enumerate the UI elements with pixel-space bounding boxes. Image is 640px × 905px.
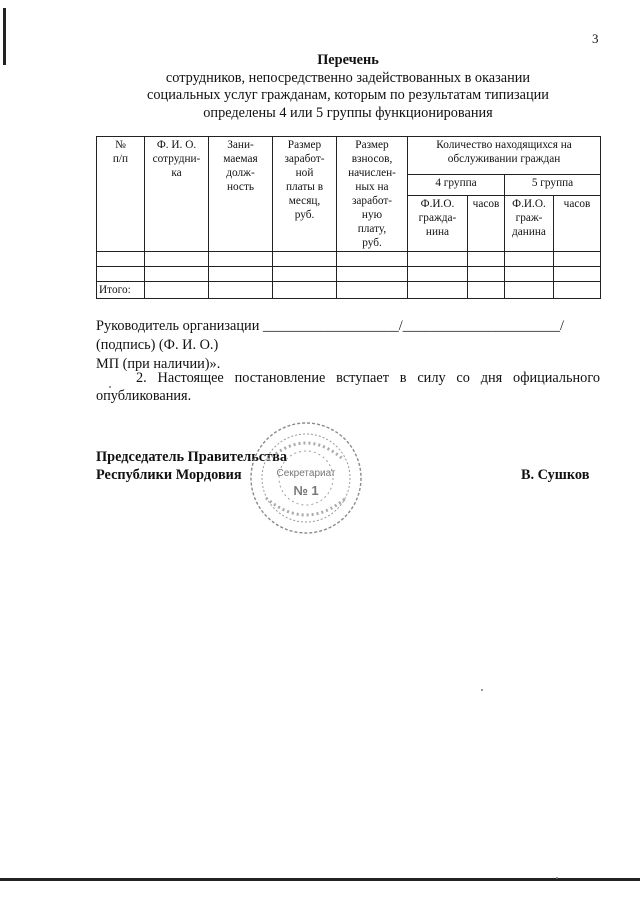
group-5-header: 5 группа xyxy=(505,175,601,196)
scan-edge-bottom xyxy=(0,878,640,881)
heading-line-1: сотрудников, непосредственно задействованных в оказании xyxy=(165,69,531,86)
col-employee-name-header: Ф. И. О. сотрудни- ка xyxy=(145,137,209,252)
heading-line-2: социальных услуг гражданам, которым по результатам типизации xyxy=(147,87,549,103)
scan-edge-left xyxy=(3,8,6,65)
group-5-citizen-name-header: Ф.И.О. граж- данина xyxy=(505,196,554,252)
signature-line-manager: Руководитель организации ___________________/______________________/ xyxy=(96,318,564,334)
page-number: 3 xyxy=(592,31,599,46)
scan-speck xyxy=(481,689,483,691)
chairman-line-1: Председатель Правительства xyxy=(96,449,288,465)
col-number-header: № п/п xyxy=(97,137,145,252)
stamp-number: № 1 xyxy=(293,483,319,498)
total-row xyxy=(97,282,601,299)
chairman-line-2: Республики Мордовия xyxy=(96,466,242,483)
col-contributions-header: Размер взносов, начислен- ных на заработ- ную плату, руб. xyxy=(337,137,408,252)
group-4-hours-header: часов xyxy=(468,196,505,252)
total-label: Итого: xyxy=(97,282,145,299)
stamp-inner-text: Секретариат xyxy=(276,468,336,479)
col-salary-header: Размер заработ- ной платы в месяц, руб. xyxy=(273,137,337,252)
scan-speck xyxy=(109,386,111,388)
heading-line-3: определены 4 или 5 группы функционирования xyxy=(203,104,493,121)
group-4-citizen-name-header: Ф.И.О. гражда- нина xyxy=(408,196,468,252)
signatory-name: В. Сушков xyxy=(521,467,590,483)
heading-title: Перечень xyxy=(317,52,379,68)
document-heading xyxy=(96,52,600,122)
official-stamp-seal xyxy=(248,420,364,536)
group-4-header: 4 группа xyxy=(408,175,505,196)
scan-speck xyxy=(556,877,558,879)
signature-line-seal: МП (при наличии)». xyxy=(96,356,221,372)
table-row xyxy=(97,267,601,282)
col-position-header: Зани- маемая долж- ность xyxy=(209,137,273,252)
signature-line-caption: (подпись) (Ф. И. О.) xyxy=(96,337,219,353)
employees-table xyxy=(96,136,601,299)
col-served-count-header: Количество находящихся на обслуживании граждан xyxy=(408,137,601,175)
signature-block xyxy=(96,317,600,374)
group-5-hours-header: часов xyxy=(554,196,601,252)
table-row xyxy=(97,252,601,267)
clause-effective-date: 2. Настоящее постановление вступает в силу со дня официального опубликования. xyxy=(96,370,600,404)
